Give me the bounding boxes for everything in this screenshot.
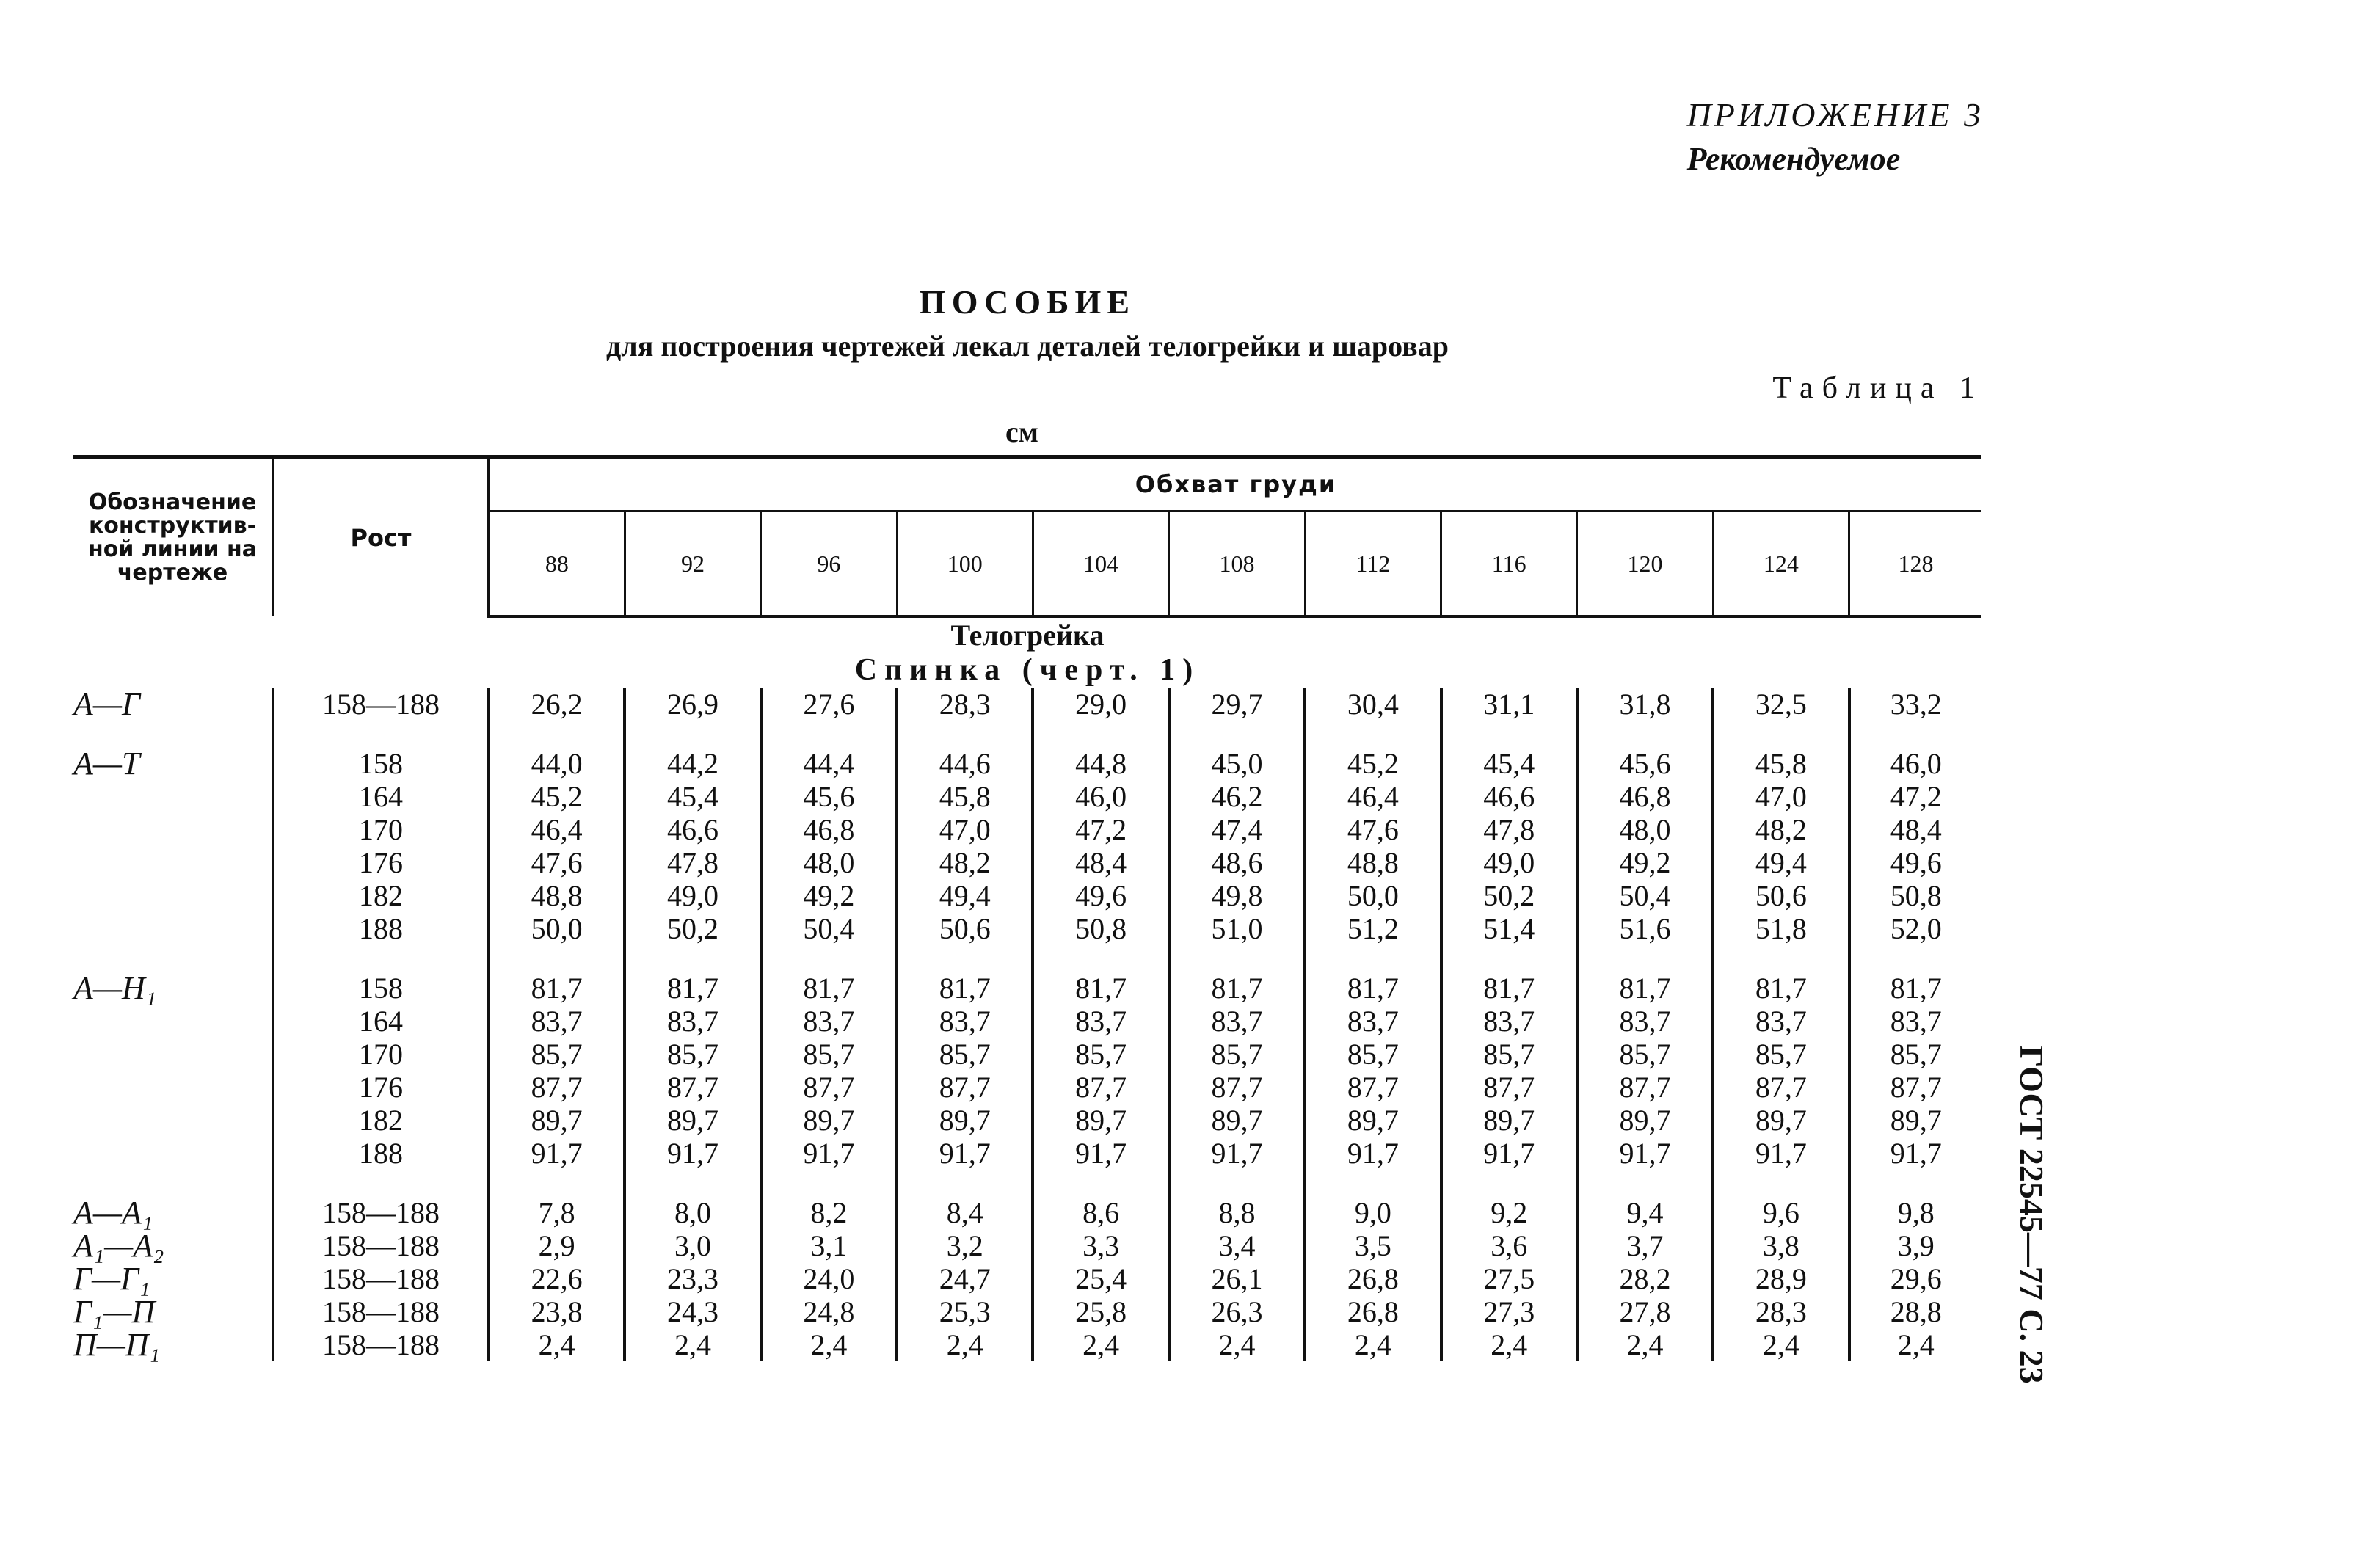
value-cell: 30,4 xyxy=(1305,688,1441,721)
unit-label: см xyxy=(1005,415,1038,448)
value-cell: 3,3 xyxy=(1033,1229,1168,1262)
value-cell: 85,7 xyxy=(1169,1038,1305,1071)
height-cell: 158—188 xyxy=(273,1262,489,1295)
value-cell: 87,7 xyxy=(1169,1071,1305,1104)
value-cell: 83,7 xyxy=(761,1005,897,1038)
value-cell: 81,7 xyxy=(625,972,760,1005)
value-cell: 3,7 xyxy=(1577,1229,1713,1262)
value-cell: 27,8 xyxy=(1577,1295,1713,1328)
table-header xyxy=(73,457,1981,617)
chest-size-header: 116 xyxy=(1441,511,1577,617)
value-cell: 47,0 xyxy=(897,813,1033,846)
height-cell: 164 xyxy=(273,1005,489,1038)
value-cell: 89,7 xyxy=(489,1104,625,1137)
value-cell: 7,8 xyxy=(489,1196,625,1229)
table-row xyxy=(73,912,1981,945)
group-gap xyxy=(73,945,1981,972)
subsection-row xyxy=(73,652,1981,688)
value-cell: 50,2 xyxy=(625,912,760,945)
table-row xyxy=(73,1038,1981,1071)
value-cell: 47,8 xyxy=(1441,813,1577,846)
value-cell: 87,7 xyxy=(761,1071,897,1104)
value-cell: 48,4 xyxy=(1033,846,1168,879)
value-cell: 46,4 xyxy=(1305,780,1441,813)
line-designation: Г₁—П xyxy=(73,1294,156,1330)
value-cell: 81,7 xyxy=(761,972,897,1005)
value-cell: 2,4 xyxy=(1897,1328,1935,1361)
value-cell: 46,0 xyxy=(1890,747,1942,780)
value-cell: 48,0 xyxy=(1577,813,1713,846)
value-cell: 87,7 xyxy=(1577,1071,1713,1104)
value-cell: 45,4 xyxy=(625,780,760,813)
value-cell: 81,7 xyxy=(1169,972,1305,1005)
value-cell: 87,7 xyxy=(625,1071,760,1104)
value-cell: 89,7 xyxy=(1169,1104,1305,1137)
value-cell: 83,7 xyxy=(1033,1005,1168,1038)
value-cell: 85,7 xyxy=(761,1038,897,1071)
table-label: Таблица 1 xyxy=(1772,371,1984,405)
value-cell: 45,2 xyxy=(489,780,625,813)
value-cell: 91,7 xyxy=(1577,1137,1713,1170)
value-cell: 8,8 xyxy=(1169,1196,1305,1229)
value-cell: 3,6 xyxy=(1441,1229,1577,1262)
line-designation xyxy=(73,879,273,912)
value-cell: 81,7 xyxy=(1441,972,1577,1005)
value-cell: 2,4 xyxy=(1305,1328,1441,1361)
value-cell: 48,8 xyxy=(1305,846,1441,879)
value-cell: 83,7 xyxy=(1577,1005,1713,1038)
value-cell: 46,2 xyxy=(1169,780,1305,813)
value-cell: 3,8 xyxy=(1713,1229,1849,1262)
value-cell: 44,8 xyxy=(1033,747,1168,780)
value-cell: 85,7 xyxy=(1441,1038,1577,1071)
value-cell: 2,4 xyxy=(1441,1328,1577,1361)
table-row xyxy=(73,1071,1981,1104)
value-cell: 24,3 xyxy=(625,1295,760,1328)
value-cell: 83,7 xyxy=(1441,1005,1577,1038)
value-cell: 46,4 xyxy=(489,813,625,846)
value-cell: 2,4 xyxy=(1033,1328,1168,1361)
value-cell: 45,2 xyxy=(1305,747,1441,780)
table-row xyxy=(73,1104,1981,1137)
value-cell: 49,4 xyxy=(1713,846,1849,879)
measurement-table xyxy=(73,455,1981,1361)
value-cell: 85,7 xyxy=(1713,1038,1849,1071)
value-cell: 81,7 xyxy=(1713,972,1849,1005)
value-cell: 47,0 xyxy=(1713,780,1849,813)
line-designation xyxy=(73,912,273,945)
value-cell: 48,6 xyxy=(1169,846,1305,879)
group-gap xyxy=(73,721,1981,747)
value-cell: 81,7 xyxy=(1033,972,1168,1005)
value-cell: 27,3 xyxy=(1441,1295,1577,1328)
value-cell: 28,3 xyxy=(897,688,1033,721)
value-cell: 25,3 xyxy=(897,1295,1033,1328)
value-cell: 47,8 xyxy=(625,846,760,879)
value-cell: 26,2 xyxy=(489,688,625,721)
line-designation: П—П₁ xyxy=(73,1327,160,1363)
table-row xyxy=(73,780,1981,813)
chest-size-header: 104 xyxy=(1033,511,1168,617)
table-row xyxy=(73,1137,1981,1170)
value-cell: 2,4 xyxy=(897,1328,1033,1361)
value-cell: 9,2 xyxy=(1441,1196,1577,1229)
value-cell: 2,4 xyxy=(761,1328,897,1361)
value-cell: 48,8 xyxy=(489,879,625,912)
line-designation xyxy=(73,780,273,813)
value-cell: 47,2 xyxy=(1890,780,1942,813)
value-cell: 3,5 xyxy=(1305,1229,1441,1262)
value-cell: 48,2 xyxy=(1713,813,1849,846)
section-row xyxy=(73,616,1981,652)
value-cell: 49,6 xyxy=(1890,846,1942,879)
value-cell: 26,8 xyxy=(1305,1262,1441,1295)
value-cell: 48,2 xyxy=(897,846,1033,879)
value-cell: 50,0 xyxy=(489,912,625,945)
value-cell: 87,7 xyxy=(1305,1071,1441,1104)
header-chest: Обхват груди xyxy=(489,457,1981,511)
value-cell: 24,7 xyxy=(897,1262,1033,1295)
value-cell: 23,3 xyxy=(625,1262,760,1295)
value-cell: 44,2 xyxy=(625,747,760,780)
value-cell: 83,7 xyxy=(1305,1005,1441,1038)
side-standard-label: ГОСТ 22545—77 С. 23 xyxy=(2013,1046,2050,1384)
value-cell: 22,6 xyxy=(489,1262,625,1295)
height-cell: 176 xyxy=(273,846,489,879)
value-cell: 47,4 xyxy=(1169,813,1305,846)
value-cell: 91,7 xyxy=(1305,1137,1441,1170)
value-cell: 46,6 xyxy=(625,813,760,846)
value-cell: 85,7 xyxy=(1577,1038,1713,1071)
value-cell: 27,5 xyxy=(1441,1262,1577,1295)
group-gap xyxy=(73,1170,1981,1196)
table-row xyxy=(73,813,1981,846)
line-designation: А—Т xyxy=(73,746,140,782)
value-cell: 50,8 xyxy=(1033,912,1168,945)
value-cell: 26,9 xyxy=(625,688,760,721)
value-cell: 49,4 xyxy=(897,879,1033,912)
value-cell: 44,6 xyxy=(897,747,1033,780)
value-cell: 3,0 xyxy=(625,1229,760,1262)
value-cell: 28,2 xyxy=(1577,1262,1713,1295)
line-designation: А—Н₁ xyxy=(73,970,157,1006)
table-row xyxy=(73,846,1981,879)
value-cell: 91,7 xyxy=(1441,1137,1577,1170)
chest-size-header: 120 xyxy=(1577,511,1713,617)
value-cell: 31,8 xyxy=(1577,688,1713,721)
line-designation xyxy=(73,846,273,879)
value-cell: 87,7 xyxy=(1890,1071,1942,1104)
value-cell: 89,7 xyxy=(1713,1104,1849,1137)
height-cell: 158—188 xyxy=(273,1196,489,1229)
value-cell: 89,7 xyxy=(625,1104,760,1137)
line-designation xyxy=(73,1137,273,1170)
value-cell: 25,4 xyxy=(1033,1262,1168,1295)
table-row xyxy=(73,747,1981,780)
value-cell: 3,2 xyxy=(897,1229,1033,1262)
value-cell: 89,7 xyxy=(1441,1104,1577,1137)
table-row xyxy=(73,1196,1981,1229)
table-body xyxy=(73,616,1981,1361)
value-cell: 89,7 xyxy=(1577,1104,1713,1137)
height-cell: 158—188 xyxy=(273,1229,489,1262)
chest-size-header: 88 xyxy=(489,511,625,617)
value-cell: 52,0 xyxy=(1890,912,1942,945)
value-cell: 49,2 xyxy=(761,879,897,912)
value-cell: 85,7 xyxy=(897,1038,1033,1071)
line-designation: Г—Г₁ xyxy=(73,1261,150,1297)
value-cell: 81,7 xyxy=(1890,972,1942,1005)
value-cell: 9,0 xyxy=(1305,1196,1441,1229)
value-cell: 85,7 xyxy=(1305,1038,1441,1071)
value-cell: 28,9 xyxy=(1713,1262,1849,1295)
table-row xyxy=(73,1005,1981,1038)
height-cell: 158 xyxy=(273,972,489,1005)
value-cell: 8,0 xyxy=(625,1196,760,1229)
value-cell: 29,7 xyxy=(1169,688,1305,721)
value-cell: 8,2 xyxy=(761,1196,897,1229)
line-designation xyxy=(73,1071,273,1104)
line-designation xyxy=(73,813,273,846)
value-cell: 2,4 xyxy=(1169,1328,1305,1361)
header-designation: Обозначение конструктив-ной линии на чертеже xyxy=(73,457,273,617)
value-cell: 45,8 xyxy=(897,780,1033,813)
table-row xyxy=(73,879,1981,912)
value-cell: 8,6 xyxy=(1033,1196,1168,1229)
value-cell: 46,8 xyxy=(1577,780,1713,813)
value-cell: 46,6 xyxy=(1441,780,1577,813)
value-cell: 87,7 xyxy=(897,1071,1033,1104)
value-cell: 49,6 xyxy=(1033,879,1168,912)
table-row xyxy=(73,1229,1981,1262)
value-cell: 29,0 xyxy=(1033,688,1168,721)
value-cell: 26,3 xyxy=(1169,1295,1305,1328)
value-cell: 87,7 xyxy=(489,1071,625,1104)
value-cell: 83,7 xyxy=(1713,1005,1849,1038)
value-cell: 91,7 xyxy=(489,1137,625,1170)
value-cell: 2,4 xyxy=(625,1328,760,1361)
value-cell: 83,7 xyxy=(489,1005,625,1038)
value-cell: 24,8 xyxy=(761,1295,897,1328)
value-cell: 89,7 xyxy=(1305,1104,1441,1137)
value-cell: 44,0 xyxy=(489,747,625,780)
value-cell: 26,1 xyxy=(1169,1262,1305,1295)
value-cell: 51,2 xyxy=(1305,912,1441,945)
value-cell: 91,7 xyxy=(761,1137,897,1170)
height-cell: 176 xyxy=(273,1071,489,1104)
table-row xyxy=(73,688,1981,721)
table-row xyxy=(73,1262,1981,1295)
line-designation xyxy=(73,1104,273,1137)
line-designation xyxy=(73,1005,273,1038)
value-cell: 26,8 xyxy=(1305,1295,1441,1328)
value-cell: 81,7 xyxy=(1305,972,1441,1005)
value-cell: 83,7 xyxy=(897,1005,1033,1038)
value-cell: 51,4 xyxy=(1441,912,1577,945)
value-cell: 45,8 xyxy=(1713,747,1849,780)
value-cell: 81,7 xyxy=(489,972,625,1005)
chest-size-header: 128 xyxy=(1849,511,1981,617)
value-cell: 27,6 xyxy=(761,688,897,721)
value-cell: 48,4 xyxy=(1890,813,1942,846)
chest-size-header: 100 xyxy=(897,511,1033,617)
table-row xyxy=(73,1328,1981,1361)
value-cell: 81,7 xyxy=(897,972,1033,1005)
chest-size-header: 96 xyxy=(761,511,897,617)
value-cell: 91,7 xyxy=(1033,1137,1168,1170)
value-cell: 50,6 xyxy=(1713,879,1849,912)
value-cell: 24,0 xyxy=(761,1262,897,1295)
value-cell: 50,8 xyxy=(1890,879,1942,912)
value-cell: 83,7 xyxy=(625,1005,760,1038)
value-cell: 50,2 xyxy=(1441,879,1577,912)
value-cell: 29,6 xyxy=(1890,1262,1942,1295)
value-cell: 47,2 xyxy=(1033,813,1168,846)
value-cell: 81,7 xyxy=(1577,972,1713,1005)
value-cell: 49,0 xyxy=(625,879,760,912)
value-cell: 91,7 xyxy=(897,1137,1033,1170)
value-cell: 45,6 xyxy=(761,780,897,813)
height-cell: 188 xyxy=(273,1137,489,1170)
document-subtitle: для построения чертежей лекал деталей телогрейки и шаровар xyxy=(606,329,1449,363)
value-cell: 85,7 xyxy=(1890,1038,1942,1071)
height-cell: 158—188 xyxy=(273,1328,489,1361)
height-cell: 158—188 xyxy=(273,688,489,721)
value-cell: 50,6 xyxy=(897,912,1033,945)
value-cell: 48,0 xyxy=(761,846,897,879)
value-cell: 50,4 xyxy=(1577,879,1713,912)
value-cell: 28,8 xyxy=(1890,1295,1942,1328)
value-cell: 89,7 xyxy=(761,1104,897,1137)
appendix-number: ПРИЛОЖЕНИЕ 3 xyxy=(1686,96,1984,134)
chest-size-header: 112 xyxy=(1305,511,1441,617)
value-cell: 3,1 xyxy=(761,1229,897,1262)
value-cell: 2,4 xyxy=(1577,1328,1713,1361)
height-cell: 170 xyxy=(273,813,489,846)
value-cell: 83,7 xyxy=(1890,1005,1942,1038)
height-cell: 158 xyxy=(273,747,489,780)
value-cell: 9,6 xyxy=(1713,1196,1849,1229)
value-cell: 49,0 xyxy=(1441,846,1577,879)
value-cell: 89,7 xyxy=(1890,1104,1942,1137)
value-cell: 25,8 xyxy=(1033,1295,1168,1328)
value-cell: 91,7 xyxy=(625,1137,760,1170)
value-cell: 9,4 xyxy=(1577,1196,1713,1229)
value-cell: 91,7 xyxy=(1713,1137,1849,1170)
value-cell: 85,7 xyxy=(489,1038,625,1071)
value-cell: 89,7 xyxy=(897,1104,1033,1137)
value-cell: 50,0 xyxy=(1305,879,1441,912)
value-cell: 45,4 xyxy=(1441,747,1577,780)
height-cell: 170 xyxy=(273,1038,489,1071)
value-cell: 8,4 xyxy=(897,1196,1033,1229)
value-cell: 87,7 xyxy=(1441,1071,1577,1104)
appendix-block xyxy=(1687,95,1984,178)
height-cell: 188 xyxy=(273,912,489,945)
value-cell: 23,8 xyxy=(489,1295,625,1328)
value-cell: 49,2 xyxy=(1577,846,1713,879)
value-cell: 31,1 xyxy=(1441,688,1577,721)
height-cell: 164 xyxy=(273,780,489,813)
chest-size-header: 124 xyxy=(1713,511,1849,617)
value-cell: 45,0 xyxy=(1169,747,1305,780)
value-cell: 47,6 xyxy=(489,846,625,879)
line-designation xyxy=(73,1038,273,1071)
appendix-status: Рекомендуемое xyxy=(1686,141,1901,177)
height-cell: 182 xyxy=(273,879,489,912)
table-row xyxy=(73,1295,1981,1328)
value-cell: 2,9 xyxy=(489,1229,625,1262)
value-cell: 50,4 xyxy=(761,912,897,945)
value-cell: 91,7 xyxy=(1890,1137,1942,1170)
value-cell: 51,6 xyxy=(1577,912,1713,945)
value-cell: 33,2 xyxy=(1890,688,1942,721)
value-cell: 89,7 xyxy=(1033,1104,1168,1137)
line-designation: А₁—А₂ xyxy=(73,1228,164,1264)
value-cell: 9,8 xyxy=(1897,1196,1935,1229)
value-cell: 44,4 xyxy=(761,747,897,780)
value-cell: 32,5 xyxy=(1713,688,1849,721)
chest-size-header: 108 xyxy=(1169,511,1305,617)
line-designation: А—А₁ xyxy=(73,1195,153,1231)
value-cell: 51,0 xyxy=(1169,912,1305,945)
value-cell: 87,7 xyxy=(1713,1071,1849,1104)
value-cell: 51,8 xyxy=(1713,912,1849,945)
value-cell: 87,7 xyxy=(1033,1071,1168,1104)
value-cell: 3,9 xyxy=(1897,1229,1935,1262)
table-row xyxy=(73,972,1981,1005)
value-cell: 28,3 xyxy=(1713,1295,1849,1328)
value-cell: 49,8 xyxy=(1169,879,1305,912)
value-cell: 2,4 xyxy=(1713,1328,1849,1361)
value-cell: 85,7 xyxy=(625,1038,760,1071)
value-cell: 47,6 xyxy=(1305,813,1441,846)
header-height: Рост xyxy=(273,457,489,617)
value-cell: 91,7 xyxy=(1169,1137,1305,1170)
value-cell: 3,4 xyxy=(1169,1229,1305,1262)
value-cell: 46,8 xyxy=(761,813,897,846)
height-cell: 158—188 xyxy=(273,1295,489,1328)
value-cell: 45,6 xyxy=(1577,747,1713,780)
subsection-title: Спинка (черт. 1) xyxy=(854,653,1201,687)
height-cell: 182 xyxy=(273,1104,489,1137)
chest-size-header: 92 xyxy=(625,511,760,617)
section-title: Телогрейка xyxy=(950,619,1105,652)
value-cell: 83,7 xyxy=(1169,1005,1305,1038)
line-designation: А—Г xyxy=(73,686,141,722)
value-cell: 85,7 xyxy=(1033,1038,1168,1071)
value-cell: 2,4 xyxy=(489,1328,625,1361)
document-title: ПОСОБИЕ xyxy=(920,283,1135,321)
value-cell: 46,0 xyxy=(1033,780,1168,813)
